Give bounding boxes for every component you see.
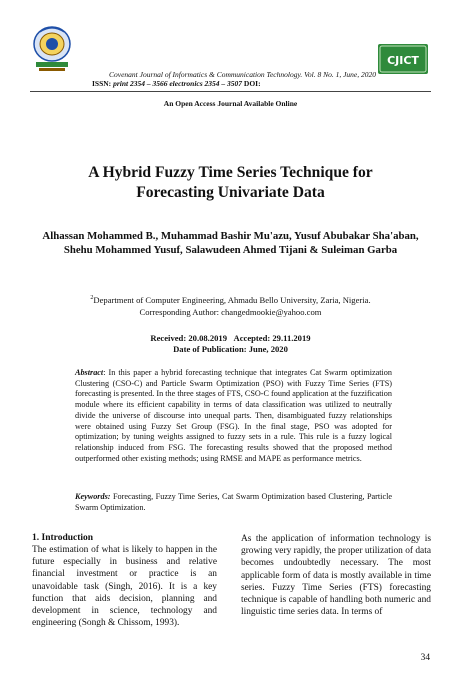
corresponding-author: Corresponding Author: changedmookie@yahoo.com — [139, 306, 322, 317]
doi-label: DOI: — [243, 79, 261, 88]
received-date: Received: 20.08.2019 — [150, 333, 228, 343]
received-accepted — [40, 333, 421, 344]
keywords-label: Keywords: — [75, 492, 111, 501]
issn-print: print 2354 – 3566 — [113, 79, 168, 88]
cjict-journal-logo — [378, 44, 428, 74]
cjict-logo-text: CJICT — [387, 54, 419, 67]
covenant-university-logo — [30, 22, 74, 74]
abstract — [75, 368, 392, 464]
left-column-text: The estimation of what is likely to happen in the future especially in business and relative financial investment or practice is an unavoidable task (Singh, 2016). It is a key function that aids decision, planning and development in science, technology and engineering (Songh & Chissom, 1993). — [32, 545, 217, 629]
open-access-notice: An Open Access Journal Available Online — [163, 99, 298, 108]
issn-electronics: electronics 2354 – 3507 — [169, 79, 243, 88]
abstract-label: Abstract — [75, 368, 104, 377]
accepted-date: Accepted: 29.11.2019 — [233, 333, 311, 343]
keywords — [75, 492, 392, 513]
publication-date: Date of Publication: June, 2020 — [173, 343, 288, 354]
affiliation-text: Department of Computer Engineering, Ahmadu Bello University, Zaria, Nigeria. — [93, 294, 371, 305]
keywords-text: Forecasting, Fuzzy Time Series, Cat Swarm Optimization based Clustering, Particle Swarm Optimization. — [75, 492, 392, 512]
issn-line — [92, 79, 261, 88]
journal-citation: Covenant Journal of Informatics & Communication Technology. Vol. 8 No. 1, June, 2020 — [109, 70, 376, 79]
header-divider — [30, 91, 431, 92]
page-number: 34 — [420, 653, 430, 663]
right-column-text: As the application of information technology is growing very rapidly, the proper utilization of data becomes undoubtedly necessary. The most applicable form of data is mostly available in time series. Fuzzy Time Series (FTS) forecasting technique is capable of handling both numeric and linguistic time series data. In terms of — [241, 534, 431, 618]
section-heading-introduction: 1. Introduction — [32, 533, 94, 543]
affiliation-superscript: 2 — [90, 295, 94, 301]
affiliation — [40, 292, 421, 306]
affiliation-block — [40, 292, 421, 318]
issn-prefix: ISSN: — [92, 79, 112, 88]
dates-block — [40, 333, 421, 354]
paper-title: A Hybrid Fuzzy Time Series Technique for Forecasting Univariate Data — [88, 164, 373, 201]
author-list: Alhassan Mohammed B., Muhammad Bashir Mu'azu, Yusuf Abubakar Sha'aban, Shehu Mohammed Yusuf, Salawudeen Ahmed Tijani & Suleiman Garba — [42, 230, 419, 256]
abstract-text: : In this paper a hybrid forecasting technique that integrates Cat Swarm optimization Clustering (CSO-C) and Particle Swarm Optimization (PSO) with Fuzzy Time Series (FTS) forecasting is presented. In the three stages of FTS, CSO-C found application at the fuzzification module where its efficient capability in terms of data classification was utilized to neutrally divide the universe of discourse into unequal parts. Then, disambiguated fuzzy relationships were obtained using Fuzzy Set Group (FSG). In the final stage, PSO was adopted for optimization; by tuning weights assigned to fuzzy sets in a rule. This rule is a fuzzy logical relationship induced from FSG. The forecasting results showed that the proposed method outperformed other existing methods; using RMSE and MAPE as performance metrics. — [75, 368, 392, 463]
